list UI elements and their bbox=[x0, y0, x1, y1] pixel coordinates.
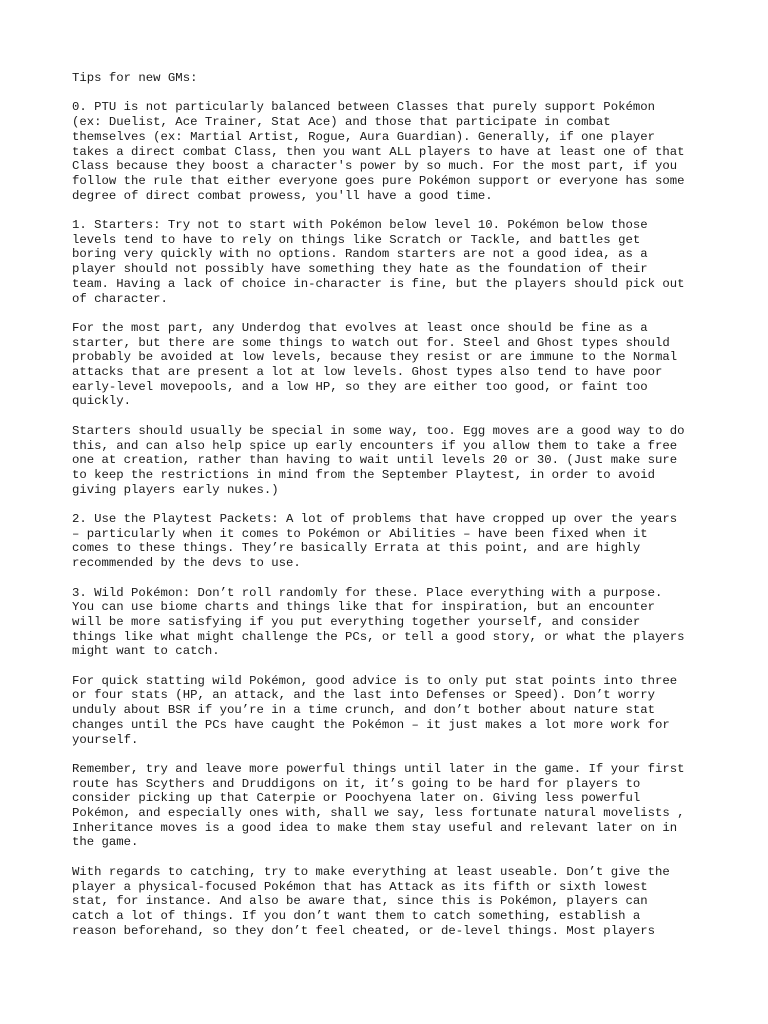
text-line: themselves (ex: Martial Artist, Rogue, Aura Guardian). Generally, if one player bbox=[72, 129, 655, 144]
text-line: unduly about BSR if you’re in a time crunch, and don’t bother about nature stat bbox=[72, 703, 655, 718]
paragraph bbox=[72, 865, 712, 939]
paragraph bbox=[72, 762, 712, 850]
text-line: probably be avoided at low levels, because they resist or are immune to the Normal bbox=[72, 350, 678, 365]
text-line: route has Scythers and Druddigons on it, it’s going to be hard for players to bbox=[72, 776, 641, 791]
text-line: stat, for instance. And also be aware that, since this is Pokémon, players can bbox=[72, 894, 648, 909]
text-line: of character. bbox=[72, 291, 168, 306]
text-line: degree of direct combat prowess, you'll have a good time. bbox=[72, 188, 493, 203]
text-line: catch a lot of things. If you don’t want them to catch something, establish a bbox=[72, 908, 641, 923]
text-line: follow the rule that either everyone goes pure Pokémon support or everyone has some bbox=[72, 173, 685, 188]
text-line: yourself. bbox=[72, 732, 139, 747]
text-line: 2. Use the Playtest Packets: A lot of problems that have cropped up over the years bbox=[72, 512, 678, 527]
text-line: the game. bbox=[72, 835, 139, 850]
text-line: 3. Wild Pokémon: Don’t roll randomly for these. Place everything with a purpose. bbox=[72, 585, 663, 600]
text-line: levels tend to have to rely on things like Scratch or Tackle, and battles get bbox=[72, 232, 641, 247]
text-line: to keep the restrictions in mind from the September Playtest, in order to avoid bbox=[72, 467, 655, 482]
text-line: comes to these things. They’re basically Errata at this point, and are highly bbox=[72, 541, 641, 556]
text-line: consider picking up that Caterpie or Poochyena later on. Giving less powerful bbox=[72, 791, 641, 806]
text-line: changes until the PCs have caught the Pokémon – it just makes a lot more work for bbox=[72, 717, 670, 732]
document-page bbox=[72, 71, 712, 953]
text-line: quickly. bbox=[72, 394, 132, 409]
paragraph bbox=[72, 586, 712, 660]
paragraph bbox=[72, 674, 712, 748]
text-line: this, and can also help spice up early encounters if you allow them to take a free bbox=[72, 438, 678, 453]
text-line: – particularly when it comes to Pokémon or Abilities – have been fixed when it bbox=[72, 526, 648, 541]
text-line: or four stats (HP, an attack, and the last into Defenses or Speed). Don’t worry bbox=[72, 688, 655, 703]
text-line: For quick statting wild Pokémon, good advice is to only put stat points into three bbox=[72, 673, 678, 688]
text-line: team. Having a lack of choice in-character is fine, but the players should pick out bbox=[72, 276, 685, 291]
paragraph bbox=[72, 100, 712, 203]
text-line: one at creation, rather than having to wait until levels 20 or 30. (Just make sure bbox=[72, 453, 678, 468]
text-line: giving players early nukes.) bbox=[72, 482, 279, 497]
text-line: 0. PTU is not particularly balanced between Classes that purely support Pokémon bbox=[72, 100, 655, 115]
document-body bbox=[72, 100, 712, 938]
text-line: Remember, try and leave more powerful things until later in the game. If your first bbox=[72, 761, 685, 776]
text-line: takes a direct combat Class, then you want ALL players to have at least one of that bbox=[72, 144, 685, 159]
document-title bbox=[72, 71, 712, 86]
text-line: Pokémon, and especially ones with, shall we say, less fortunate natural movelists , bbox=[72, 806, 685, 821]
text-line: might want to catch. bbox=[72, 644, 220, 659]
text-line: You can use biome charts and things like that for inspiration, but an encounter bbox=[72, 600, 655, 615]
text-line: reason beforehand, so they don’t feel cheated, or de-level things. Most players bbox=[72, 923, 655, 938]
text-line: attacks that are present a lot at low levels. Ghost types also tend to have poor bbox=[72, 365, 663, 380]
text-line: Inheritance moves is a good idea to make them stay useful and relevant later on in bbox=[72, 820, 678, 835]
text-line: player a physical-focused Pokémon that has Attack as its fifth or sixth lowest bbox=[72, 879, 648, 894]
text-line: For the most part, any Underdog that evolves at least once should be fine as a bbox=[72, 320, 648, 335]
text-line: Class because they boost a character's power by so much. For the most part, if you bbox=[72, 159, 678, 174]
text-line: starter, but there are some things to watch out for. Steel and Ghost types should bbox=[72, 335, 670, 350]
paragraph bbox=[72, 321, 712, 409]
text-line: (ex: Duelist, Ace Trainer, Stat Ace) and those that participate in combat bbox=[72, 115, 611, 130]
text-line: recommended by the devs to use. bbox=[72, 556, 301, 571]
text-line: boring very quickly with no options. Random starters are not a good idea, as a bbox=[72, 247, 648, 262]
paragraph bbox=[72, 218, 712, 306]
text-line: Starters should usually be special in some way, too. Egg moves are a good way to do bbox=[72, 423, 685, 438]
paragraph bbox=[72, 512, 712, 571]
text-line: things like what might challenge the PCs, or tell a good story, or what the players bbox=[72, 629, 685, 644]
text-line: With regards to catching, try to make everything at least useable. Don’t give the bbox=[72, 864, 670, 879]
text-line: early-level movepools, and a low HP, so they are either too good, or faint too bbox=[72, 379, 648, 394]
text-line: will be more satisfying if you put everything together yourself, and consider bbox=[72, 614, 641, 629]
paragraph bbox=[72, 424, 712, 498]
text-line: 1. Starters: Try not to start with Pokémon below level 10. Pokémon below those bbox=[72, 218, 648, 232]
text-line: player should not possibly have something they hate as the foundation of their bbox=[72, 262, 648, 277]
title-line: Tips for new GMs: bbox=[72, 71, 198, 85]
